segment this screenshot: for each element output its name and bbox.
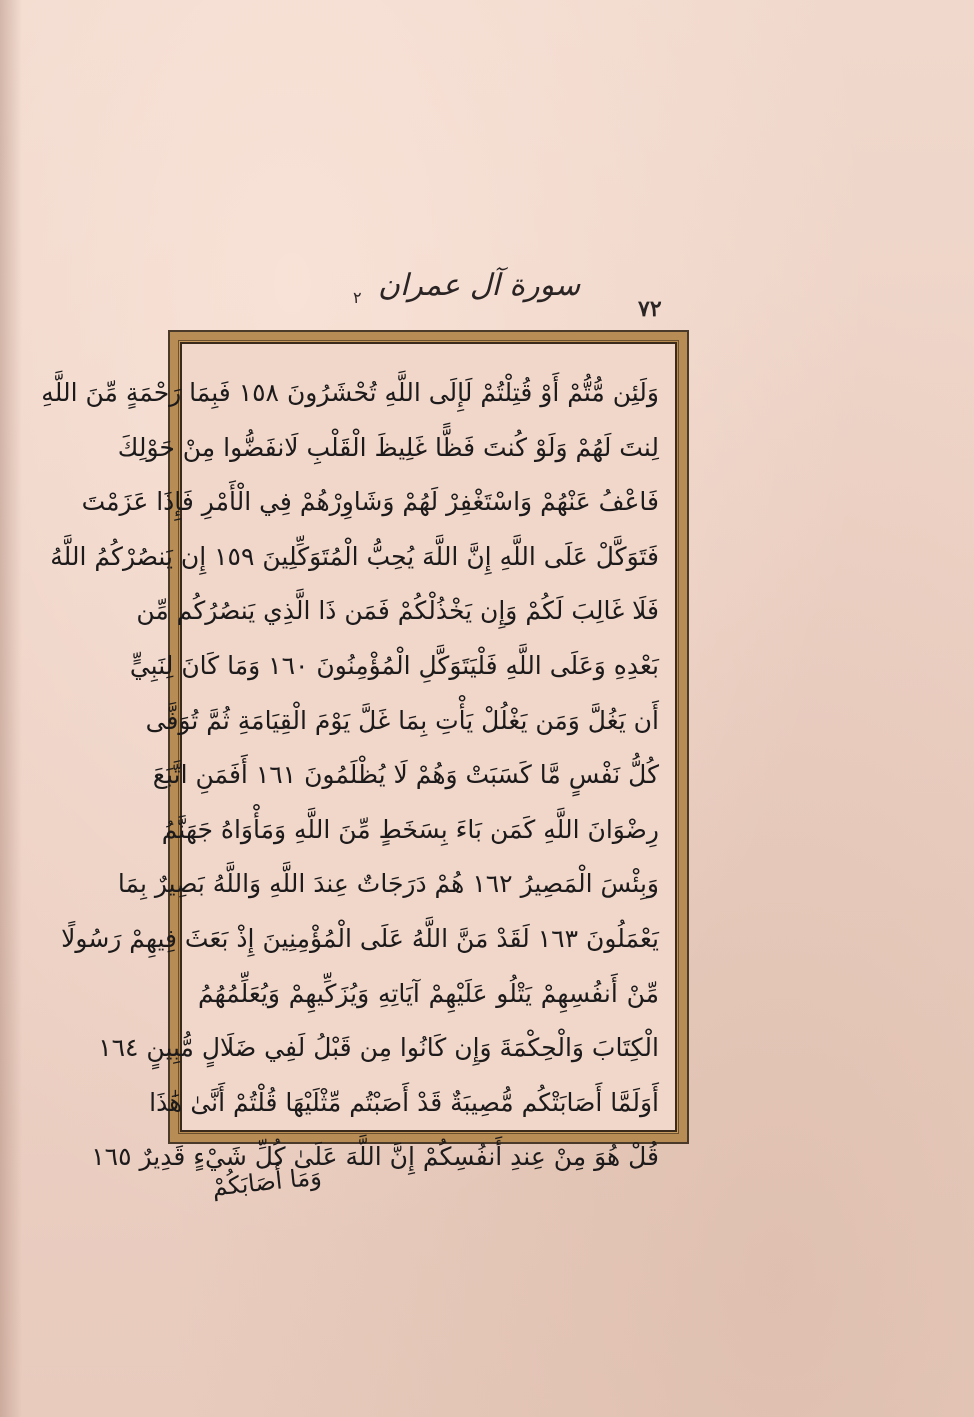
- text-frame: [41, 330, 689, 1172]
- text-line: قُلْ هُوَ مِنْ عِندِ أَنفُسِكُمْ إِنَّ اللَّهَ عَلَىٰ كُلِّ شَيْءٍ قَدِيرٌ ١٦٥: [91, 1142, 659, 1172]
- text-line: الْكِتَابَ وَالْحِكْمَةَ وَإِن كَانُوا مِن قَبْلُ لَفِي ضَلَالٍ مُّبِينٍ ١٦٤: [98, 1033, 659, 1063]
- text-line: فَلَا غَالِبَ لَكُمْ وَإِن يَخْذُلْكُمْ فَمَن ذَا الَّذِي يَنصُرُكُم مِّن: [136, 596, 659, 626]
- juz-mark: ٢: [353, 288, 362, 307]
- text-line: بَعْدِهِ وَعَلَى اللَّهِ فَلْيَتَوَكَّلِ الْمُؤْمِنُونَ ١٦٠ وَمَا كَانَ لِنَبِيٍّ: [129, 650, 659, 680]
- page-number: ٧٢: [638, 296, 662, 322]
- page-spine-shadow: [0, 0, 22, 1417]
- text-line: يَعْمَلُونَ ١٦٣ لَقَدْ مَنَّ اللَّهُ عَلَى الْمُؤْمِنِينَ إِذْ بَعَثَ فِيهِمْ رَسُولًا: [61, 923, 659, 953]
- text-line: لِنتَ لَهُمْ وَلَوْ كُنتَ فَظًّا غَلِيظَ الْقَلْبِ لَانفَضُّوا مِنْ حَوْلِكَ: [117, 432, 659, 462]
- surah-title: سورة آل عمران: [378, 268, 581, 303]
- inner-border: [41, 342, 677, 1172]
- text-line: مِّنْ أَنفُسِهِمْ يَتْلُو عَلَيْهِمْ آيَاتِهِ وَيُزَكِّيهِمْ وَيُعَلِّمُهُمُ: [198, 978, 659, 1008]
- text-block: [41, 366, 659, 1172]
- text-line: رِضْوَانَ اللَّهِ كَمَن بَاءَ بِسَخَطٍ مِّنَ اللَّهِ وَمَأْوَاهُ جَهَنَّمُ: [161, 814, 659, 844]
- catchword: وَمَا أَصَابَكُمْ: [210, 1162, 323, 1202]
- text-line: فَاعْفُ عَنْهُمْ وَاسْتَغْفِرْ لَهُمْ وَشَاوِرْهُمْ فِي الْأَمْرِ فَإِذَا عَزَمْتَ: [81, 487, 659, 517]
- page-header: [168, 268, 688, 328]
- text-line: وَبِئْسَ الْمَصِيرُ ١٦٢ هُمْ دَرَجَاتٌ عِندَ اللَّهِ وَاللَّهُ بَصِيرٌ بِمَا: [117, 869, 659, 899]
- text-line: أَوَلَمَّا أَصَابَتْكُم مُّصِيبَةٌ قَدْ أَصَبْتُم مِّثْلَيْهَا قُلْتُمْ أَنَّىٰ هَٰذَا: [149, 1087, 659, 1117]
- text-line: أَن يَغُلَّ وَمَن يَغْلُلْ يَأْتِ بِمَا غَلَّ يَوْمَ الْقِيَامَةِ ثُمَّ تُوَفَّى: [145, 705, 659, 735]
- text-line: كُلُّ نَفْسٍ مَّا كَسَبَتْ وَهُمْ لَا يُظْلَمُونَ ١٦١ أَفَمَنِ اتَّبَعَ: [152, 760, 659, 790]
- text-line: فَتَوَكَّلْ عَلَى اللَّهِ إِنَّ اللَّهَ يُحِبُّ الْمُتَوَكِّلِينَ ١٥٩ إِن يَنصُرْكُمُ اللَّهُ: [50, 541, 659, 571]
- text-line: وَلَئِن مُّتُّمْ أَوْ قُتِلْتُمْ لَإِلَى اللَّهِ تُحْشَرُونَ ١٥٨ فَبِمَا رَحْمَةٍ مِّنَ اللَّهِ: [41, 378, 659, 407]
